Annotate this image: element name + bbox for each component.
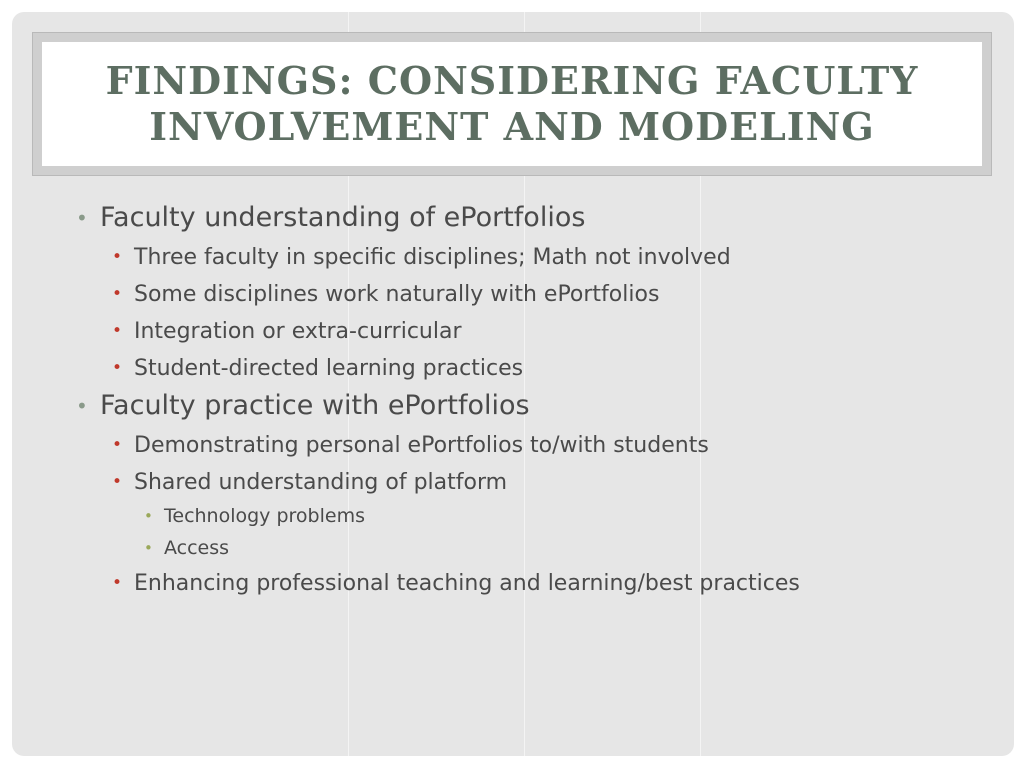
bullet-item-level2	[100, 316, 972, 347]
bullet-text: Some disciplines work naturally with ePortfolios	[134, 282, 660, 307]
sub-bullet-list	[100, 242, 972, 384]
bullet-dot-icon: •	[112, 284, 123, 304]
slide-title	[106, 58, 919, 150]
bullet-list	[72, 200, 972, 599]
bullet-dot-icon: •	[76, 206, 88, 230]
sub-bullet-list	[100, 430, 972, 599]
bullet-item-level1	[72, 200, 972, 384]
bullet-item-level2	[100, 353, 972, 384]
bullet-item-level3	[134, 534, 972, 562]
bullet-text: Student-directed learning practices	[134, 356, 524, 381]
sub-sub-bullet-list	[134, 502, 972, 562]
bullet-dot-icon: •	[112, 472, 123, 492]
bullet-text: Technology problems	[164, 505, 365, 527]
bullet-dot-icon: •	[144, 539, 153, 557]
bullet-dot-icon: •	[76, 394, 88, 418]
bullet-text: Enhancing professional teaching and learning/best practices	[134, 571, 800, 596]
bullet-dot-icon: •	[144, 507, 153, 525]
bullet-dot-icon: •	[112, 358, 123, 378]
bullet-text: Integration or extra-curricular	[134, 319, 462, 344]
bullet-item-level2	[100, 242, 972, 273]
bullet-item-level3	[134, 502, 972, 530]
bullet-text: Faculty understanding of ePortfolios	[100, 202, 586, 233]
bullet-dot-icon: •	[112, 247, 123, 267]
bullet-dot-icon: •	[112, 321, 123, 341]
bullet-item-level1	[72, 388, 972, 599]
title-line-1: FINDINGS: CONSIDERING FACULTY	[105, 58, 919, 103]
bullet-item-level2	[100, 430, 972, 461]
bullet-item-level2	[100, 467, 972, 562]
bullet-dot-icon: •	[112, 573, 123, 593]
bullet-text: Access	[164, 537, 230, 559]
bullet-dot-icon: •	[112, 435, 123, 455]
bullet-text: Demonstrating personal ePortfolios to/with students	[134, 433, 709, 458]
bullet-text: Shared understanding of platform	[134, 470, 508, 495]
title-box	[42, 42, 982, 166]
bullet-text: Three faculty in specific disciplines; Math not involved	[134, 245, 731, 270]
bullet-content	[72, 200, 972, 599]
slide	[12, 12, 1014, 756]
bullet-item-level2	[100, 279, 972, 310]
title-line-2: INVOLVEMENT AND MODELING	[149, 104, 875, 149]
bullet-item-level2	[100, 568, 972, 599]
title-frame	[32, 32, 992, 176]
bullet-text: Faculty practice with ePortfolios	[100, 390, 530, 421]
